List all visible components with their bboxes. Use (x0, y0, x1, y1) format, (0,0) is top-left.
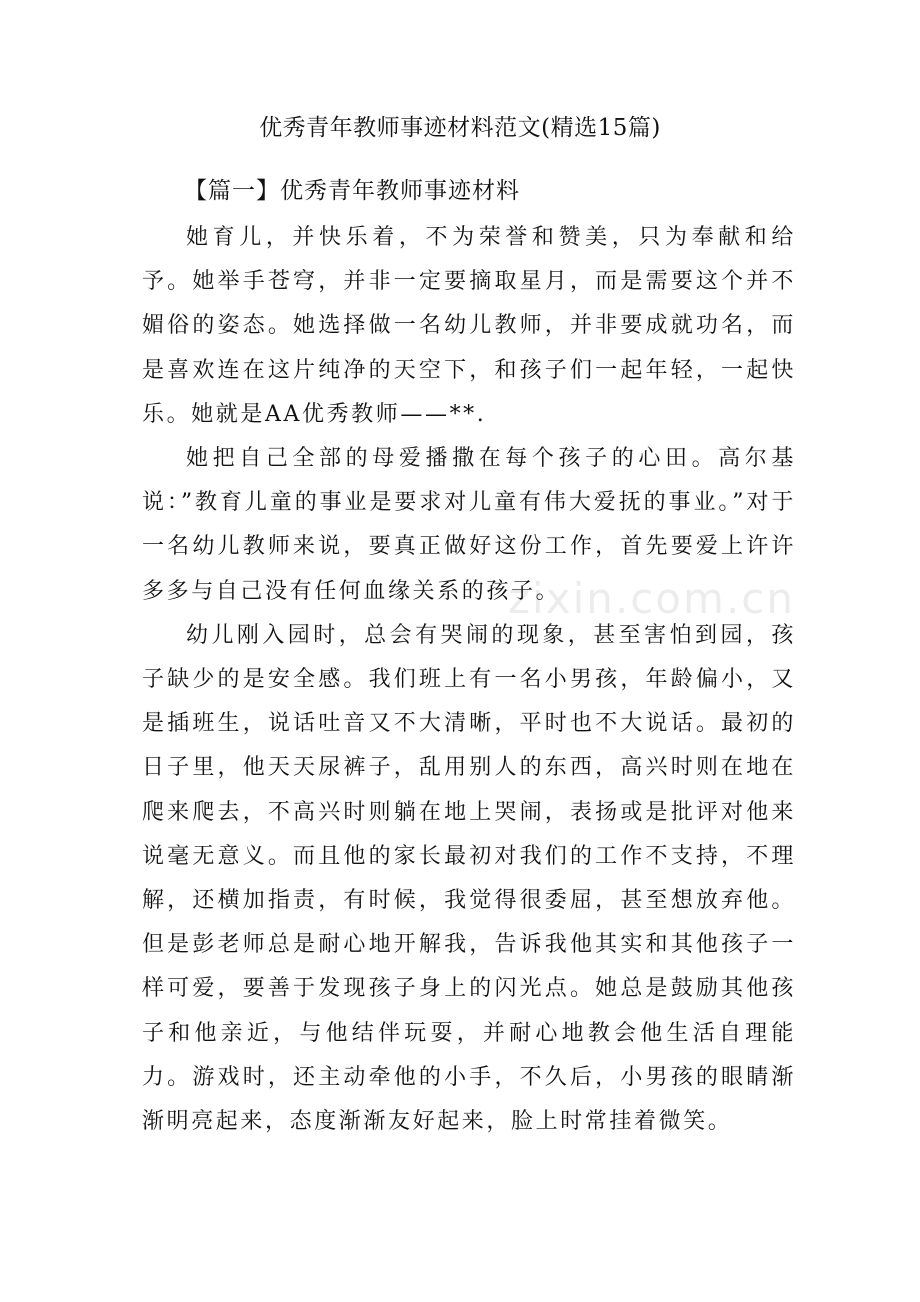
watermark: zixin.com.cn (508, 574, 795, 623)
document-title: 优秀青年教师事迹材料范文(精选15篇) (259, 115, 661, 141)
paragraph-1: 她育儿，并快乐着，不为荣誉和赞美，只为奉献和给予。她举手苍穹，并非一定要摘取星月，而是需要这个并不媚俗的姿态。她选择做一名幼儿教师，并非要成就功名，而是喜欢连在这片纯净的天空下，和孩子们一起年轻，一起快乐。她就是AA优秀教师——**. (142, 225, 796, 427)
paragraph-2: 她把自己全部的母爱播撒在每个孩子的心田。高尔基说：”教育儿童的事业是要求对儿童有伟大爱抚的事业。”对于一名幼儿教师来说，要真正做好这份工作，首先要爱上许许多多与自己没有任何血缘关系的孩子。 (142, 446, 796, 604)
document-body (142, 216, 796, 1144)
section-heading: 【篇一】优秀青年教师事迹材料 (184, 178, 520, 204)
paragraph-3: 幼儿刚入园时，总会有哭闹的现象，甚至害怕到园，孩子缺少的是安全感。我们班上有一名小男孩，年龄偏小，又是插班生，说话吐音又不大清晰，平时也不大说话。最初的日子里，他天天尿裤子，乱用别人的东西，高兴时则在地在爬来爬去，不高兴时则躺在地上哭闹，表扬或是批评对他来说毫无意义。而且他的家长最初对我们的工作不支持，不理解，还横加指责，有时候，我觉得很委屈，甚至想放弃他。但是彭老师总是耐心地开解我，告诉我他其实和其他孩子一样可爱，要善于发现孩子身上的闪光点。她总是鼓励其他孩子和他亲近，与他结伴玩耍，并耐心地教会他生活自理能力。游戏时，还主动牵他的小手，不久后，小男孩的眼睛渐渐明亮起来，态度渐渐友好起来，脸上时常挂着微笑。 (142, 622, 796, 1135)
